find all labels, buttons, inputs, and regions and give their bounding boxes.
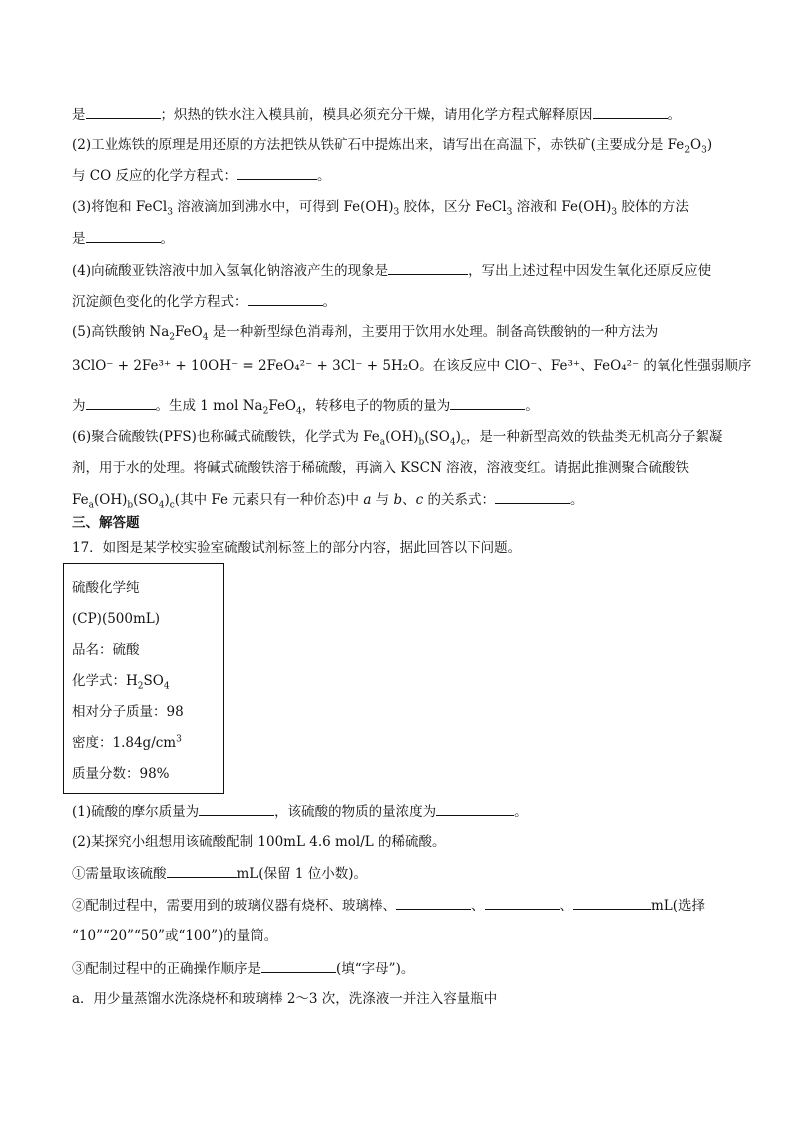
answer-blank[interactable] — [261, 958, 336, 973]
q16-part5-equation-line: 3ClO⁻ + 2Fe³⁺ + 10OH⁻ = 2FeO₄²⁻ + 3Cl⁻ + 5H₂O。在该反应中 ClO⁻、Fe³⁺、FeO₄²⁻ 的氧化性强弱顺序 — [72, 358, 752, 374]
answer-blank[interactable] — [199, 801, 274, 816]
answer-blank[interactable] — [388, 260, 468, 275]
reagent-label-box — [63, 563, 224, 794]
q17-part2-sub1: ①需量取该硫酸 mL(保留 1 位小数)。 — [72, 863, 367, 884]
q17-part2-sub2-cont: “10”“20”“50”或“100”)的量筒。 — [72, 928, 278, 944]
answer-blank[interactable] — [485, 895, 560, 910]
answer-blank[interactable] — [396, 895, 471, 910]
q17-part2: (2)某探究小组想用该硫酸配制 100mL 4.6 mol/L 的稀硫酸。 — [72, 834, 446, 850]
q17-part2-sub3: ③配制过程中的正确操作顺序是 (填“字母”)。 — [72, 958, 414, 979]
label-formula: 化学式：$H_2SO_4$ — [72, 673, 170, 692]
answer-blank[interactable] — [248, 291, 323, 306]
label-density: 密度：$1.84g/cm^3$ — [72, 734, 182, 751]
q16-part4-line-2: 沉淀颜色变化的化学方程式： 。 — [72, 291, 336, 312]
answer-blank[interactable] — [436, 801, 514, 816]
q16-line-1: 是 ；炽热的铁水注入模具前，模具必须充分干燥，请用化学方程式解释原因 。 — [72, 104, 681, 125]
q16-part5-line-3: 为 。生成 1 mol $Na_2FeO_4$，转移电子的物质的量为 。 — [72, 395, 539, 416]
q16-part5-line-1: (5)高铁酸钠 $Na_2FeO_4$ 是一种新型绿色消毒剂，主要用于饮用水处理。制备高铁酸钠的一种方法为 — [72, 324, 659, 343]
q16-part4-line-1: (4)向硫酸亚铁溶液中加入氢氧化钠溶液产生的现象是 ，写出上述过程中因发生氧化还原反应使 — [72, 260, 711, 281]
q17-part1: (1)硫酸的摩尔质量为 ，该硫酸的物质的量浓度为 。 — [72, 801, 528, 822]
q16-part6-line-1: (6)聚合硫酸铁(PFS)也称碱式硫酸铁，化学式为 $Fe_a(OH)_b(SO_4)_c$，是一种新型高效的铁盐类无机高分子絮凝 — [72, 429, 723, 448]
answer-blank[interactable] — [167, 863, 237, 878]
answer-blank[interactable] — [86, 228, 161, 243]
q16-part3-line-2: 是 。 — [72, 228, 174, 249]
q17-option-a: a．用少量蒸馏水洗涤烧杯和玻璃棒 2～3 次，洗涤液一并注入容量瓶中 — [72, 991, 498, 1007]
q16-part6-line-3: $Fe_a(OH)_b(SO_4)_c$(其中 Fe 元素只有一种价态)中 a 与 b、c 的关系式： 。 — [72, 489, 584, 510]
reaction-equation: 3ClO⁻ + 2Fe³⁺ + 10OH⁻ = 2FeO₄²⁻ + 3Cl⁻ + 5H₂O — [72, 358, 420, 374]
answer-blank[interactable] — [573, 895, 651, 910]
label-volume: (CP)(500mL) — [72, 611, 161, 627]
q17-part2-sub2: ②配制过程中，需要用到的玻璃仪器有烧杯、玻璃棒、 、 、 mL(选择 — [72, 895, 705, 916]
q16-part6-line-2: 剂，用于水的处理。将碱式硫酸铁溶于稀硫酸，再滴入 KSCN 溶液，溶液变红。请据此推测聚合硫酸铁 — [72, 460, 690, 476]
q16-part2-line-1: (2)工业炼铁的原理是用还原的方法把铁从铁矿石中提炼出来，请写出在高温下，赤铁矿(主要成分是 $Fe_2O_3$) — [72, 137, 713, 156]
q16-part2-line-2: 与 CO 反应的化学方程式： 。 — [72, 165, 330, 186]
answer-blank[interactable] — [495, 489, 570, 504]
answer-blank[interactable] — [450, 395, 525, 410]
label-mass-fraction: 质量分数：98% — [72, 766, 170, 782]
label-molar-mass: 相对分子质量：98 — [72, 704, 184, 720]
answer-blank[interactable] — [237, 165, 317, 180]
label-name: 品名：硫酸 — [72, 642, 140, 658]
q17-stem: 17．如图是某学校实验室硫酸试剂标签上的部分内容，据此回答以下问题。 — [72, 540, 522, 556]
answer-blank[interactable] — [86, 395, 156, 410]
label-grade: 硫酸化学纯 — [72, 580, 140, 596]
section-heading: 三、解答题 — [72, 515, 140, 531]
answer-blank[interactable] — [86, 104, 161, 119]
q16-part3-line-1: (3)将饱和 FeCl$_3$ 溶液滴加到沸水中，可得到 $Fe(OH)_3$ 胶体，区分 FeCl$_3$ 溶液和 $Fe(OH)_3$ 胶体的方法 — [72, 199, 689, 218]
answer-blank[interactable] — [593, 104, 668, 119]
